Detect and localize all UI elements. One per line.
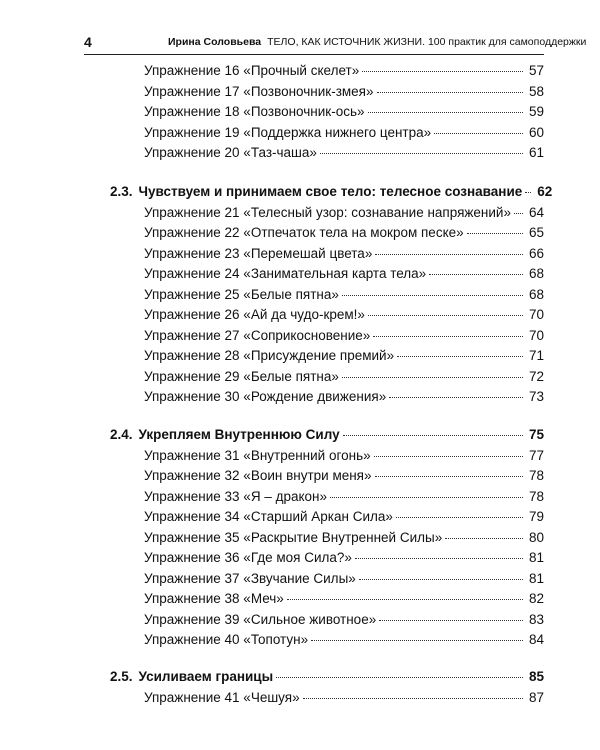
leader-dots [368, 315, 523, 316]
leader-dots [374, 456, 523, 457]
entry-label: Упражнение 21 «Телесный узор: сознавание напряжений» [144, 204, 511, 220]
leader-dots [396, 517, 523, 518]
toc-section-heading [84, 184, 553, 205]
running-header [84, 32, 587, 55]
toc-group [84, 184, 553, 410]
entry-label: Упражнение 33 «Я – дракон» [144, 488, 328, 504]
entry-label: Упражнение 35 «Раскрытие Внутренней Силы» [144, 529, 443, 545]
entry-label: Упражнение 18 «Позвоночник-ось» [144, 104, 365, 119]
entry-page: 87 [528, 689, 544, 705]
entry-label: Упражнение 38 «Меч» [144, 591, 284, 606]
toc-entry [84, 225, 544, 246]
entry-page: 72 [528, 368, 544, 384]
leader-dots [320, 153, 523, 154]
leader-dots [467, 233, 523, 234]
entry-page: 78 [528, 488, 544, 504]
section-number: 2.4. [110, 427, 133, 442]
section-number: 2.3. [110, 184, 133, 199]
entry-label: Упражнение 31 «Внутренний огонь» [144, 447, 371, 463]
toc-entry [84, 266, 544, 287]
entry-label: Упражнение 17 «Позвоночник-змея» [144, 83, 374, 99]
entry-label: Упражнение 22 «Отпечаток тела на мокром песке» [144, 225, 464, 240]
leader-dots [342, 377, 523, 378]
toc-entry [84, 389, 544, 410]
section-title: Чувствуем и принимаем свое тело: телесное сознавание [138, 184, 523, 199]
leader-dots [359, 579, 523, 580]
entry-label: Упражнение 41 «Чешуя» [144, 689, 300, 705]
entry-label: Упражнение 39 «Сильное животное» [144, 611, 377, 627]
entry-label: Упражнение 32 «Воин внутри меня» [144, 468, 372, 483]
leader-dots [379, 620, 523, 621]
entry-label: Упражнение 26 «Ай да чудо-крем!» [144, 307, 365, 322]
leader-dots [373, 336, 523, 337]
leader-dots [375, 476, 523, 477]
section-title: Усиливаем границы [138, 669, 274, 684]
running-title [168, 36, 586, 48]
leader-dots [514, 213, 523, 214]
entry-label: Упражнение 37 «Звучание Силы» [144, 570, 356, 586]
entry-page: 64 [528, 204, 544, 220]
entry-label: Упражнение 40 «Топотун» [144, 632, 309, 647]
toc-entry [84, 571, 544, 592]
toc-section-heading [84, 669, 544, 690]
leader-dots [389, 397, 523, 398]
leader-dots [287, 599, 523, 600]
entry-page: 80 [528, 529, 544, 545]
entry-label: Упражнение 25 «Белые пятна» [144, 286, 339, 302]
section-title: Укрепляем Внутреннюю Силу [138, 427, 340, 442]
entry-page: 68 [528, 286, 544, 302]
entry-page: 81 [528, 550, 544, 565]
toc-entry [84, 307, 544, 328]
toc-entry [84, 104, 544, 125]
toc-entry [84, 369, 544, 390]
entry-page: 57 [528, 63, 544, 78]
entry-page: 65 [528, 225, 544, 240]
entry-label: Упражнение 27 «Соприкосновение» [144, 327, 371, 343]
entry-page: 61 [528, 145, 544, 160]
section-number: 2.5. [110, 669, 133, 684]
leader-dots [330, 497, 523, 498]
toc-section-heading [84, 427, 544, 448]
entry-label: Упражнение 23 «Перемешай цвета» [144, 245, 373, 261]
entry-label: Упражнение 36 «Где моя Сила?» [144, 550, 352, 565]
leader-dots [343, 435, 523, 436]
entry-page: 84 [528, 632, 544, 647]
entry-page: 81 [528, 570, 544, 586]
entry-page: 83 [528, 611, 544, 627]
toc-group [84, 63, 544, 166]
toc-entry [84, 448, 544, 469]
toc-entry [84, 125, 544, 146]
toc-entry [84, 287, 544, 308]
toc-entry [84, 509, 544, 530]
entry-page: 59 [528, 104, 544, 119]
leader-dots [355, 558, 523, 559]
toc-group [84, 427, 544, 653]
book-title: ТЕЛО, КАК ИСТОЧНИК ЖИЗНИ. 100 практик для самоподдержки [267, 36, 587, 48]
entry-page: 70 [528, 327, 544, 343]
entry-page: 79 [528, 509, 544, 524]
toc-entry [84, 632, 544, 653]
leader-dots [525, 192, 531, 193]
toc-entry [84, 591, 544, 612]
section-page: 85 [528, 669, 544, 684]
section-page: 75 [528, 427, 544, 442]
toc-entry [84, 63, 544, 84]
toc-entry [84, 550, 544, 571]
entry-page: 70 [528, 307, 544, 322]
entry-page: 68 [528, 266, 544, 281]
toc-entry [84, 328, 544, 349]
entry-page: 77 [528, 447, 544, 463]
leader-dots [445, 538, 523, 539]
leader-dots [276, 677, 523, 678]
entry-label: Упражнение 24 «Занимательная карта тела» [144, 266, 427, 281]
leader-dots [397, 356, 523, 357]
entry-page: 78 [528, 468, 544, 483]
entry-page: 82 [528, 591, 544, 606]
toc-entry [84, 84, 544, 105]
entry-label: Упражнение 20 «Таз-чаша» [144, 145, 317, 160]
entry-page: 58 [528, 83, 544, 99]
entry-page: 66 [528, 245, 544, 261]
toc-entry [84, 690, 544, 711]
entry-label: Упражнение 29 «Белые пятна» [144, 368, 339, 384]
entry-label: Упражнение 30 «Рождение движения» [144, 389, 387, 404]
leader-dots [434, 133, 523, 134]
leader-dots [375, 254, 523, 255]
leader-dots [311, 640, 523, 641]
entry-label: Упражнение 28 «Присуждение премий» [144, 348, 395, 363]
toc-entry [84, 530, 544, 551]
toc-entry [84, 205, 544, 226]
leader-dots [429, 274, 523, 275]
toc-entry [84, 612, 544, 633]
toc-group [84, 669, 544, 710]
toc-entry [84, 468, 544, 489]
entry-label: Упражнение 19 «Поддержка нижнего центра» [144, 124, 432, 140]
entry-page: 73 [528, 389, 544, 404]
toc-entry [84, 145, 544, 166]
toc-entry [84, 489, 544, 510]
section-page: 62 [537, 184, 553, 199]
leader-dots [362, 71, 523, 72]
toc-entry [84, 348, 544, 369]
page-number: 4 [84, 34, 92, 50]
author-name: Ирина Соловьева [168, 36, 262, 48]
leader-dots [377, 92, 524, 93]
entry-label: Упражнение 34 «Старший Аркан Сила» [144, 509, 393, 524]
entry-page: 60 [528, 124, 544, 140]
entry-label: Упражнение 16 «Прочный скелет» [144, 63, 360, 78]
entry-page: 71 [528, 348, 544, 363]
leader-dots [368, 112, 524, 113]
toc-entry [84, 246, 544, 267]
leader-dots [303, 698, 523, 699]
leader-dots [342, 295, 523, 296]
